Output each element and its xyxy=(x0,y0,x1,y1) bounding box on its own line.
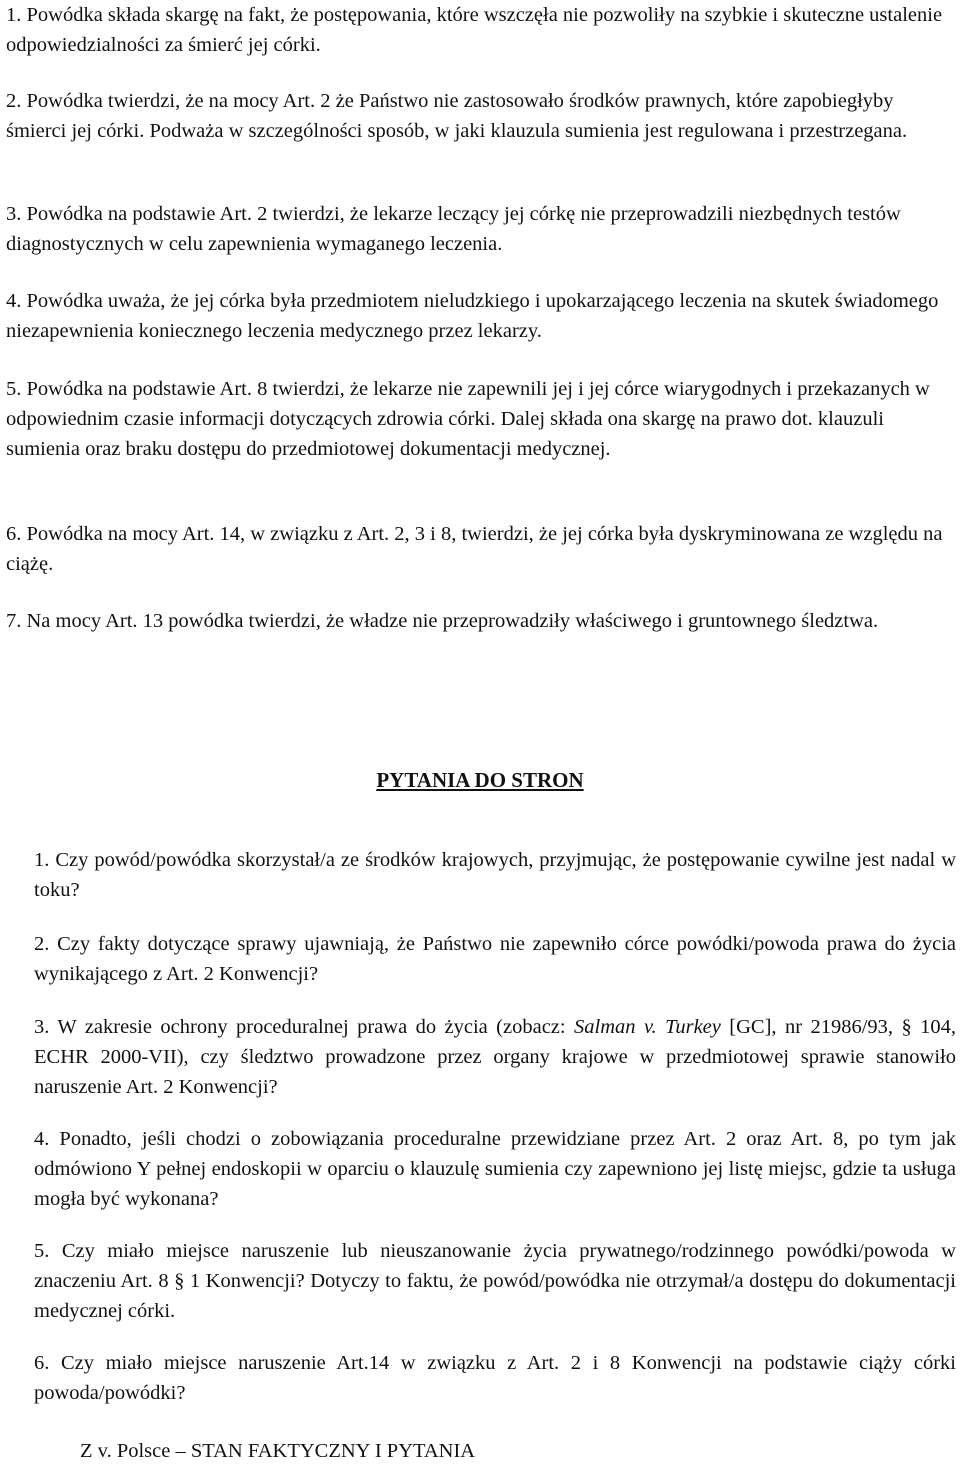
question-3-text-b: [GC], nr 21986/93, § 104, ECHR 2000-VII), czy śledztwo prowadzone przez organy krajowe w przedmiotowej sprawie stanowiło naruszenie Art. 2 Konwencji? xyxy=(34,1016,957,1098)
question-5: 5. Czy miało miejsce naruszenie lub nieuszanowanie życia prywatnego/rodzinnego powódki/powoda w znaczeniu Art. 8 § 1 Konwencji? Dotyczy to faktu, że powód/powódka nie otrzymał/a dostępu do dokumentacji medycznej córki. xyxy=(34,1240,956,1322)
fact-6: 6. Powódka na mocy Art. 14, w związku z Art. 2, 3 i 8, twierdzi, że jej córka była dyskryminowana ze względu na ciążę. xyxy=(6,523,943,575)
case-citation: Salman v. Turkey xyxy=(574,1016,721,1038)
question-2: 2. Czy fakty dotyczące sprawy ujawniają, że Państwo nie zapewniło córce powódki/powoda prawa do życia wynikającego z Art. 2 Konwencji? xyxy=(34,933,956,985)
question-3-text-a: 3. W zakresie ochrony proceduralnej prawa do życia (zobacz: xyxy=(34,1016,575,1038)
section-heading: PYTANIA DO STRON xyxy=(376,768,584,792)
question-3 xyxy=(6,1012,956,1102)
question-6: 6. Czy miało miejsce naruszenie Art.14 w związku z Art. 2 i 8 Konwencji na podstawie ciąży córki powoda/powódki? xyxy=(34,1352,956,1404)
fact-7: 7. Na mocy Art. 13 powódka twierdzi, że władze nie przeprowadziły właściwego i gruntownego śledztwa. xyxy=(6,610,879,632)
fact-4: 4. Powódka uważa, że jej córka była przedmiotem nieludzkiego i upokarzającego leczenia na skutek świadomego niezapewnienia koniecznego leczenia medycznego przez lekarzy. xyxy=(6,290,939,342)
question-1: 1. Czy powód/powódka skorzystał/a ze środków krajowych, przyjmując, że postępowanie cywilne jest nadal w toku? xyxy=(34,849,956,901)
fact-1: 1. Powódka składa skargę na fakt, że postępowania, które wszczęła nie pozwoliły na szybkie i skuteczne ustalenie odpowiedzialności za śmierć jej córki. xyxy=(6,4,943,56)
question-4: 4. Ponadto, jeśli chodzi o zobowiązania proceduralne przewidziane przez Art. 2 oraz Art. 8, po tym jak odmówiono Y pełnej endoskopii w oparciu o klauzulę sumienia czy zapewniono jej listę miejsc, gdzie ta usługa mogła być wykonana? xyxy=(34,1128,956,1210)
fact-5: 5. Powódka na podstawie Art. 8 twierdzi, że lekarze nie zapewnili jej i jej córce wiarygodnych i przekazanych w odpowiednim czasie informacji dotyczących zdrowia córki. Dalej składa ona skargę na prawo dot. klauzuli sumienia oraz braku dostępu do przedmiotowej dokumentacji medycznej. xyxy=(6,378,930,460)
page-footer: Z v. Polsce – STAN FAKTYCZNY I PYTANIA xyxy=(80,1440,476,1462)
fact-3: 3. Powódka na podstawie Art. 2 twierdzi, że lekarze leczący jej córkę nie przeprowadzili niezbędnych testów diagnostycznych w celu zapewnienia wymaganego leczenia. xyxy=(6,203,901,255)
fact-2: 2. Powódka twierdzi, że na mocy Art. 2 że Państwo nie zastosowało środków prawnych, które zapobiegłyby śmierci jej córki. Podważa w szczególności sposób, w jaki klauzula sumienia jest regulowana i przestrzegana. xyxy=(6,90,908,142)
